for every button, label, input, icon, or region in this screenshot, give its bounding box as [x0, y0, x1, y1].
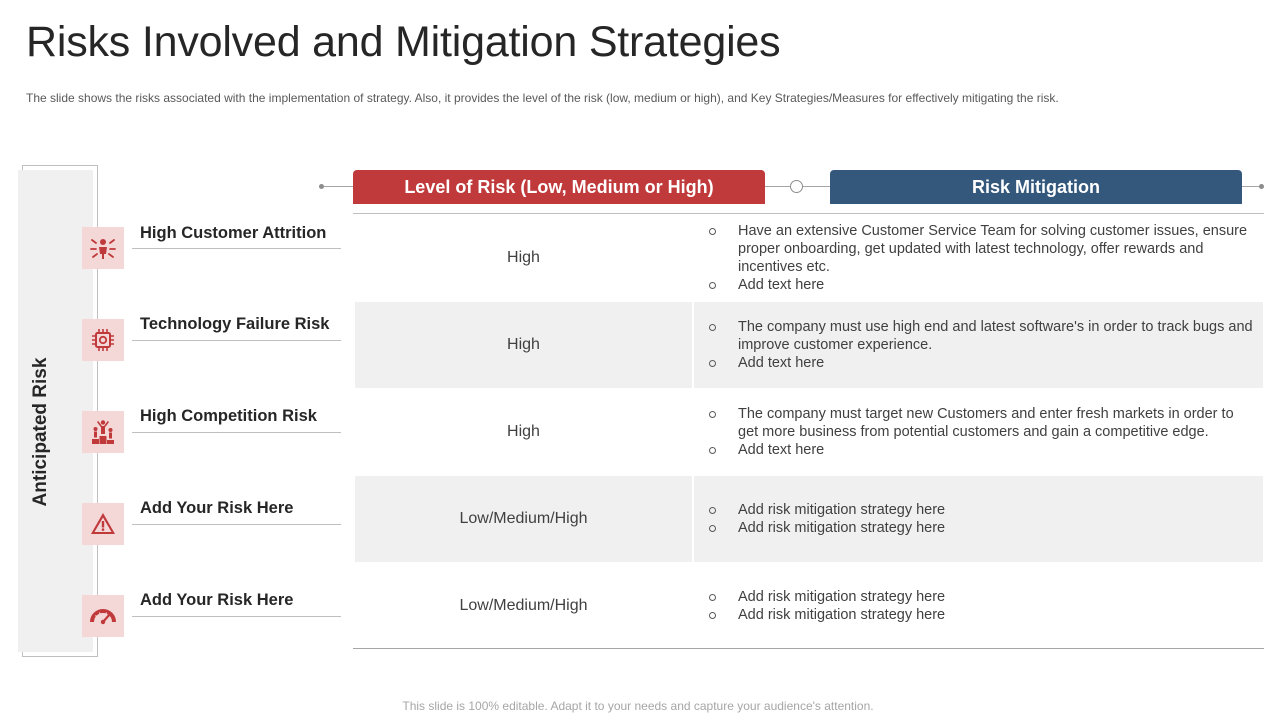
risk-level-cell: High	[507, 249, 540, 266]
risk-underline	[132, 340, 341, 341]
mitigation-list	[708, 588, 1257, 624]
connector-dot	[319, 184, 324, 189]
risk-level-cell: High	[355, 302, 692, 388]
sidebar-label: Anticipated Risk	[30, 357, 51, 507]
table-row	[355, 302, 1263, 388]
slide-title: Risks Involved and Mitigation Strategies	[26, 18, 781, 66]
mitigation-list	[708, 405, 1257, 459]
list-item: Add risk mitigation strategy here	[708, 606, 1257, 624]
risk-underline	[132, 524, 341, 525]
risk-label: Add Your Risk Here	[140, 499, 294, 517]
gauge-icon	[82, 595, 124, 637]
mitigation-list	[708, 501, 1257, 537]
risk-underline	[132, 248, 341, 249]
table-top-border	[353, 213, 1264, 214]
chip-icon	[82, 319, 124, 361]
mitigation-cell	[694, 302, 1263, 388]
table-row	[355, 563, 1263, 649]
list-item: Add risk mitigation strategy here	[708, 519, 1257, 537]
list-item: Add text here	[708, 276, 1257, 294]
customer-attrition-icon	[82, 227, 124, 269]
connector-dot	[1259, 184, 1264, 189]
risk-underline	[132, 432, 341, 433]
warning-icon	[82, 503, 124, 545]
level-of-risk-header: Level of Risk (Low, Medium or High)	[353, 170, 765, 204]
mitigation-cell	[694, 215, 1263, 301]
table-row	[355, 476, 1263, 562]
competition-podium-icon	[82, 411, 124, 453]
mitigation-list	[708, 318, 1257, 372]
risk-underline	[132, 616, 341, 617]
list-item: Add text here	[708, 354, 1257, 372]
list-item: Add text here	[708, 441, 1257, 459]
table-row	[355, 215, 1263, 301]
mitigation-list	[708, 222, 1257, 294]
risk-label: High Competition Risk	[140, 407, 317, 425]
risk-level-cell: Low/Medium/High	[355, 476, 692, 562]
mitigation-cell	[694, 389, 1263, 475]
table-row	[355, 389, 1263, 475]
risk-label: High Customer Attrition	[140, 224, 327, 242]
list-item: The company must target new Customers and enter fresh markets in order to get more business from potential customers and gain a competitive edge.	[708, 405, 1257, 441]
risk-label: Add Your Risk Here	[140, 591, 294, 609]
slide-subtitle: The slide shows the risks associated with the implementation of strategy. Also, it provides the level of the risk (low, medium or high), and Key Strategies/Measures for effectively mitigating the risk.	[26, 91, 1059, 105]
list-item: Add risk mitigation strategy here	[708, 588, 1257, 606]
slide-footer: This slide is 100% editable. Adapt it to your needs and capture your audience's attention.	[402, 699, 874, 713]
risk-mitigation-header: Risk Mitigation	[830, 170, 1242, 204]
mitigation-cell	[694, 563, 1263, 649]
header-connector	[322, 186, 353, 187]
mitigation-cell	[694, 476, 1263, 562]
list-item: Add risk mitigation strategy here	[708, 501, 1257, 519]
connector-ring	[790, 180, 803, 193]
list-item: Have an extensive Customer Service Team for solving customer issues, ensure proper onboarding, get updated with latest technology, offer rewards and incentives etc.	[708, 222, 1257, 276]
risk-label: Technology Failure Risk	[140, 315, 330, 333]
list-item: The company must use high end and latest software's in order to track bugs and improve customer experience.	[708, 318, 1257, 354]
table-bottom-border	[353, 648, 1264, 649]
risk-level-cell: Low/Medium/High	[459, 597, 588, 614]
risk-level-cell: High	[507, 423, 540, 440]
